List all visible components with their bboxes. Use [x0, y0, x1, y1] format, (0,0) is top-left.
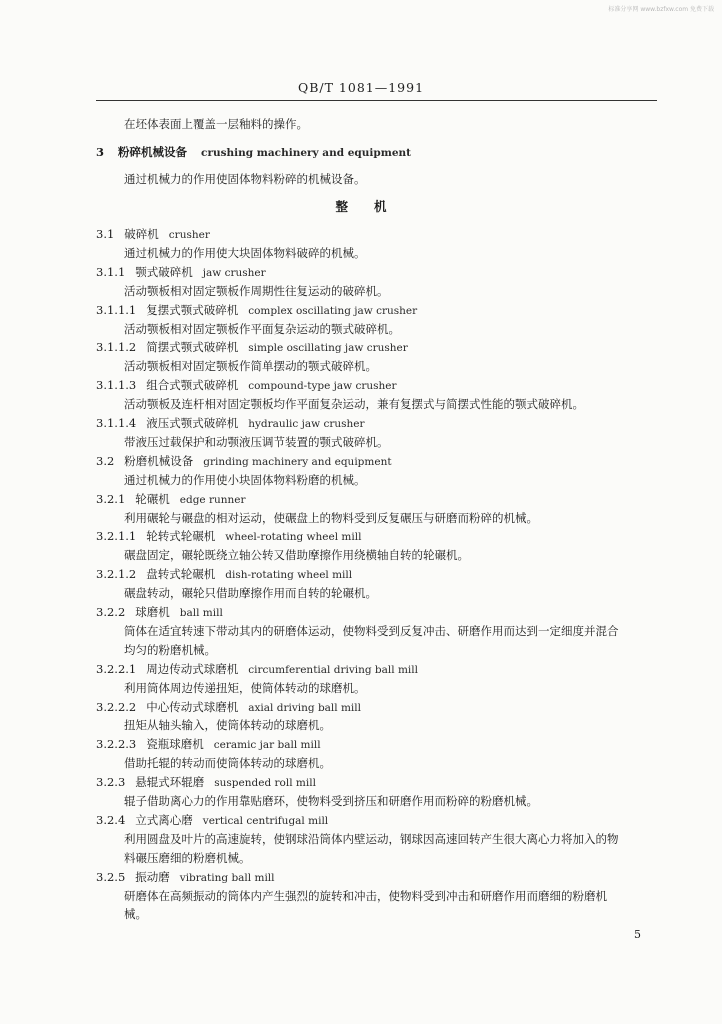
term-description: 活动颚板及连杆相对固定颚板均作平面复杂运动，兼有复摆式与简摆式性能的颚式破碎机。 [124, 397, 584, 412]
term-description: 利用圆盘及叶片的高速旋转，使钢球沿筒体内壁运动，钢球因高速回转产生很大离心力将加入的物 [124, 831, 619, 846]
term-zh: 悬辊式环辊磨 [135, 775, 205, 790]
term-description: 研磨体在高频振动的筒体内产生强烈的旋转和冲击，使物料受到冲击和研磨作用而磨细的粉磨机 [124, 888, 607, 903]
term-number: 3.2.2.3 [96, 737, 137, 752]
term-number: 3.1.1.3 [96, 378, 137, 393]
term-heading [96, 700, 361, 715]
term-heading [96, 737, 321, 752]
term-en: suspended roll mill [214, 777, 316, 790]
term-heading [96, 813, 328, 828]
term-en: compound-type jaw crusher [248, 380, 397, 393]
term-en: hydraulic jaw crusher [248, 418, 365, 430]
term-heading [96, 662, 418, 677]
term-description: 通过机械力的作用使大块固体物料破碎的机械。 [124, 245, 366, 260]
term-heading [96, 870, 275, 885]
term-zh: 简摆式颚式破碎机 [146, 340, 239, 355]
term-zh: 轮碾机 [135, 491, 170, 506]
term-description: 辊子借助离心力的作用靠贴磨环，使物料受到挤压和研磨作用而粉碎的粉磨机械。 [124, 794, 538, 808]
term-description: 利用碾轮与碾盘的相对运动，使碾盘上的物料受到反复碾压与研磨而粉碎的机械。 [124, 510, 538, 525]
section-3-description: 通过机械力的作用使固体物料粉碎的机械设备。 [124, 172, 366, 186]
term-en: ceramic jar ball mill [213, 739, 321, 752]
term-description: 扭矩从轴头输入，使筒体转动的球磨机。 [124, 718, 331, 733]
term-number: 3.2 [96, 453, 115, 468]
term-en: axial driving ball mill [248, 701, 362, 714]
term-zh: 立式离心磨 [135, 812, 193, 827]
term-en: circumferential driving ball mill [248, 663, 418, 676]
term-zh: 球磨机 [135, 605, 170, 619]
term-number: 3.2.1.1 [96, 529, 137, 544]
term-number: 3.2.1 [96, 491, 126, 506]
term-heading [96, 567, 352, 582]
term-number: 3.1.1 [96, 264, 126, 279]
header-rule [96, 100, 657, 101]
term-zh: 盘转式轮碾机 [146, 567, 216, 582]
term-en: ball mill [179, 607, 223, 619]
term-zh: 组合式颚式破碎机 [146, 378, 239, 393]
term-number: 3.1 [96, 227, 115, 241]
term-description: 活动颚板相对固定颚板作平面复杂运动的颚式破碎机。 [124, 321, 400, 336]
term-description: 活动颚板相对固定颚板作周期性往复运动的破碎机。 [124, 283, 389, 298]
section-3-heading [96, 145, 411, 160]
term-zh: 颚式破碎机 [135, 264, 193, 279]
term-heading [96, 378, 397, 393]
term-description-continued: 械。 [124, 907, 147, 922]
term-en: grinding machinery and equipment [203, 455, 392, 468]
term-description: 筒体在适宜转速下带动其内的研磨体运动，使物料受到反复冲击、研磨作用而达到一定细度并混合 [124, 623, 619, 638]
term-number: 3.2.1.2 [96, 567, 137, 582]
term-number: 3.2.2 [96, 605, 126, 619]
term-zh: 破碎机 [124, 227, 159, 241]
term-heading [96, 605, 223, 620]
term-heading [96, 340, 408, 355]
term-zh: 粉磨机械设备 [124, 453, 194, 468]
term-en: vertical centrifugal mill [202, 814, 329, 827]
term-en: jaw crusher [202, 266, 266, 279]
term-number: 3.2.2.2 [96, 699, 137, 714]
term-number: 3.2.5 [96, 869, 126, 884]
page-number: 5 [634, 928, 641, 941]
term-en: wheel-rotating wheel mill [225, 531, 362, 544]
term-zh: 复摆式颚式破碎机 [146, 302, 239, 317]
term-heading [96, 227, 210, 242]
term-en: simple oscillating jaw crusher [248, 342, 408, 355]
term-heading [96, 416, 365, 431]
term-zh: 轮转式轮碾机 [146, 529, 216, 544]
term-description: 活动颚板相对固定颚板作简单摆动的颚式破碎机。 [124, 359, 377, 374]
section-zh-title: 粉碎机械设备 [118, 145, 188, 159]
term-heading [96, 492, 246, 507]
term-number: 3.2.3 [96, 775, 126, 790]
term-description: 利用筒体周边传递扭矩，使筒体转动的球磨机。 [124, 680, 366, 695]
term-en: dish-rotating wheel mill [225, 569, 353, 582]
term-description: 借助托辊的转动而使筒体转动的球磨机。 [124, 756, 331, 771]
term-zh: 周边传动式球磨机 [146, 661, 239, 676]
term-number: 3.1.1.1 [96, 302, 137, 317]
term-heading [96, 775, 316, 790]
term-zh: 液压式颚式破碎机 [146, 416, 239, 430]
term-heading [96, 454, 392, 469]
term-zh: 中心传动式球磨机 [146, 699, 239, 714]
term-zh: 瓷瓶球磨机 [146, 737, 204, 752]
term-zh: 振动磨 [135, 869, 170, 884]
intro-text: 在坯体表面上覆盖一层釉料的操作。 [124, 117, 308, 131]
term-description: 带液压过载保护和动颚液压调节装置的颚式破碎机。 [124, 434, 389, 449]
term-description: 碾盘固定，碾轮既绕立轴公转又借助摩擦作用绕横轴自转的轮碾机。 [124, 548, 469, 563]
watermark-text: 标准分享网 www.bzfxw.com 免费下载 [608, 6, 714, 13]
term-number: 3.1.1.2 [96, 340, 137, 355]
term-en: vibrating ball mill [179, 871, 275, 884]
section-en-title: crushing machinery and equipment [201, 147, 412, 159]
term-en: complex oscillating jaw crusher [248, 304, 418, 317]
section-heading: 整机 [335, 199, 413, 214]
term-heading [96, 529, 361, 544]
document-header: QB/T 1081—1991 [297, 80, 425, 95]
section-number: 3 [96, 145, 105, 159]
term-number: 3.2.4 [96, 812, 126, 827]
term-heading [96, 265, 266, 280]
term-en: edge runner [179, 493, 246, 506]
term-en: crusher [168, 229, 210, 241]
term-heading [96, 303, 417, 318]
term-description-continued: 料碾压磨细的粉磨机械。 [124, 850, 251, 865]
term-description: 碾盘转动，碾轮只借助摩擦作用而自转的轮碾机。 [124, 586, 377, 601]
term-number: 3.1.1.4 [96, 416, 137, 430]
term-number: 3.2.2.1 [96, 661, 137, 676]
term-description: 通过机械力的作用使小块固体物料粉磨的机械。 [124, 472, 366, 487]
term-description-continued: 均匀的粉磨机械。 [124, 642, 216, 657]
